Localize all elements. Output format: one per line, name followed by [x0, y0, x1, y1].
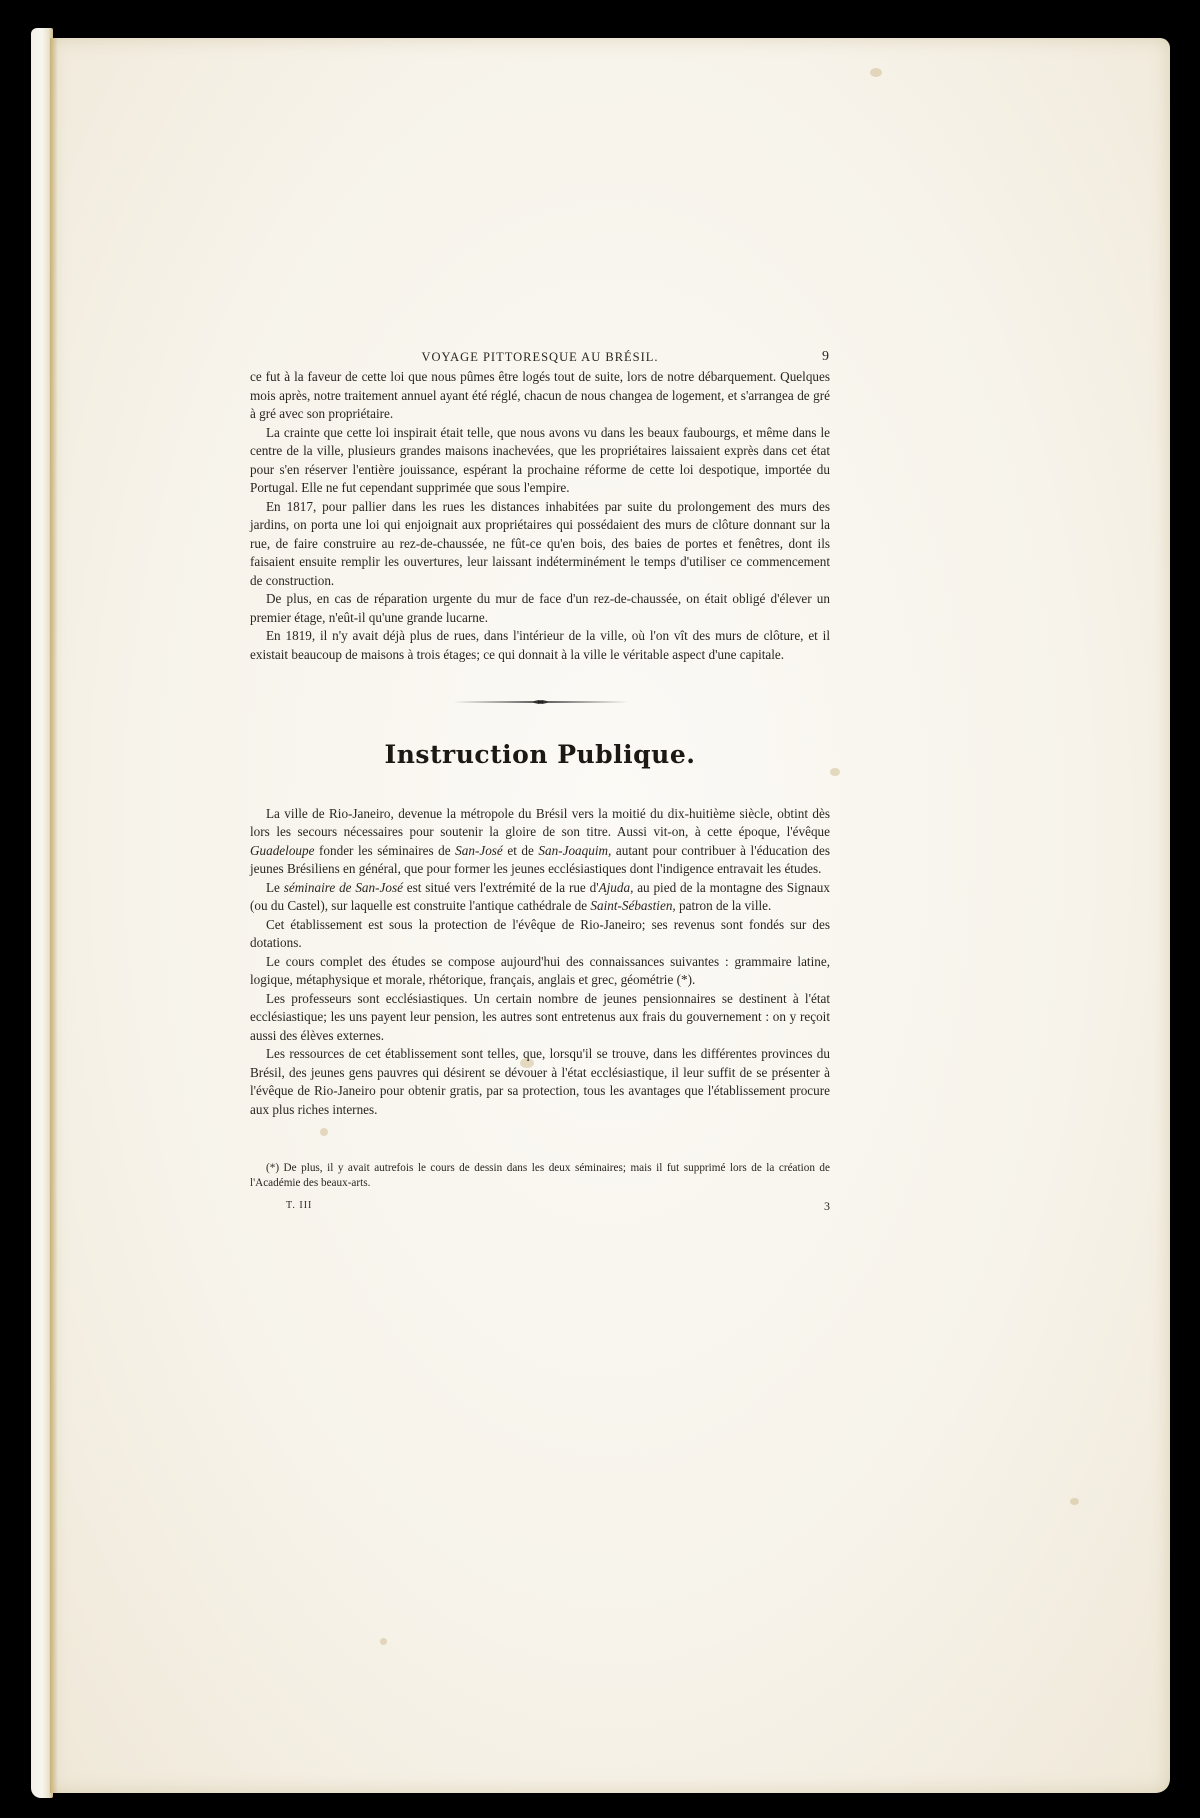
paragraph: De plus, en cas de réparation urgente du mur de face d'un rez-de-chaussée, on était obligé d'élever un premier étage, n'eût-il qu'une grande lucarne. — [250, 591, 830, 625]
paragraph: Le cours complet des études se compose aujourd'hui des connaissances suivantes : grammaire latine, logique, métaphysique et morale, rhétorique, français, anglais et grec, géométrie (*). — [250, 953, 830, 987]
paragraph: ce fut à la faveur de cette loi que nous pûmes être logés tout de suite, lors de notre débarquement. Quelques mois après, notre traitement annuel ayant été réglé, chacun de nous changea de logement, et s'arrangea de gré à gré avec son propriétaire. — [250, 369, 830, 421]
ornament-rule-icon — [453, 698, 628, 706]
page-footer — [250, 1197, 830, 1216]
page-number: 9 — [822, 349, 830, 364]
ornamental-rule — [453, 698, 628, 706]
section-title: Instruction Publique. — [384, 740, 696, 769]
paragraph: Les professeurs sont ecclésiastiques. Un certain nombre de jeunes pensionnaires se destinent à l'état ecclésiastique; les uns payent leur pension, les autres sont entretenus aux frais du gouvernement : on y reçoit aussi des élèves externes. — [250, 990, 830, 1043]
paragraph: Le séminaire de San-José est situé vers l'extrémité de la rue d'Ajuda, au pied de la montagne des Signaux (ou du Castel), sur laquelle est construite l'antique cathédrale de Saint-Sébastien, patron de la ville. — [250, 879, 830, 913]
footnote: (*) De plus, il y avait autrefois le cours de dessin dans les deux séminaires; mais il fut supprimé lors de la création de l'Académie des beaux-arts. — [250, 1162, 830, 1189]
foxing-spot — [830, 768, 840, 776]
paragraph: En 1819, il n'y avait déjà plus de rues, dans l'intérieur de la ville, où l'on vît des murs de clôture, et il existait beaucoup de maisons à trois étages; ce qui donnait à la ville le véritable aspect d'une capitale. — [250, 628, 830, 662]
volume-signature: T. III — [286, 1200, 313, 1211]
foxing-spot — [380, 1638, 387, 1645]
running-head-title: VOYAGE PITTORESQUE AU BRÉSIL. — [421, 350, 659, 364]
paragraph: Cet établissement est sous la protection de l'évêque de Rio-Janeiro; ses revenus sont fondés sur des dotations. — [250, 916, 830, 950]
paragraph: En 1817, pour pallier dans les rues les distances inhabitées par suite du prolongement des murs des jardins, on porta une loi qui enjoignait aux propriétaires qui possédaient des murs de clôture donnant sur la rue, de faire construire au rez-de-chaussée, ne fût-ce qu'en bois, des baies de portes et fenêtres, dont ils faisaient ensuite remplir les ouvertures, leur laissant indéterminément le temps d'utiliser ce commencement de construction. — [250, 498, 830, 588]
gathering-signature: 3 — [824, 1199, 830, 1213]
paragraph: La ville de Rio-Janeiro, devenue la métropole du Brésil vers la moitié du dix-huitième siècle, obtint dès lors les secours nécessaires pour soutenir la gloire de son titre. Aussi vit-on, à cette époque, l'évêque Guadeloupe fonder les séminaires de San-José et de San-Joaquim, autant pour contribuer à l'éducation des jeunes Brésiliens en général, que pour former les jeunes ecclésiastiques dont l'indigence entravait les études. — [250, 805, 830, 876]
page-text — [250, 348, 830, 1216]
paragraph: Les ressources de cet établissement sont telles, que, lorsqu'il se trouve, dans les différentes provinces du Brésil, des jeunes gens pauvres qui désirent se dévouer à l'état ecclésiastique, il leur suffit de se présenter à l'évêque de Rio-Janeiro pour obtenir gratis, par sa protection, tous les avantages que l'établissement procure aux plus riches internes. — [250, 1046, 830, 1117]
foxing-spot — [870, 68, 882, 77]
foxing-spot — [1070, 1498, 1079, 1505]
paragraph: La crainte que cette loi inspirait était telle, que nous avons vu dans les beaux faubourgs, et même dans le centre de la ville, plusieurs grandes maisons inachevées, que les propriétaires laissaient exprès dans cet état pour s'en réserver l'entière jouissance, espérant la prochaine réforme de cette loi despotique, importée du Portugal. Elle ne fut cependant supprimée que sous l'empire. — [250, 424, 830, 495]
running-head — [250, 348, 830, 368]
